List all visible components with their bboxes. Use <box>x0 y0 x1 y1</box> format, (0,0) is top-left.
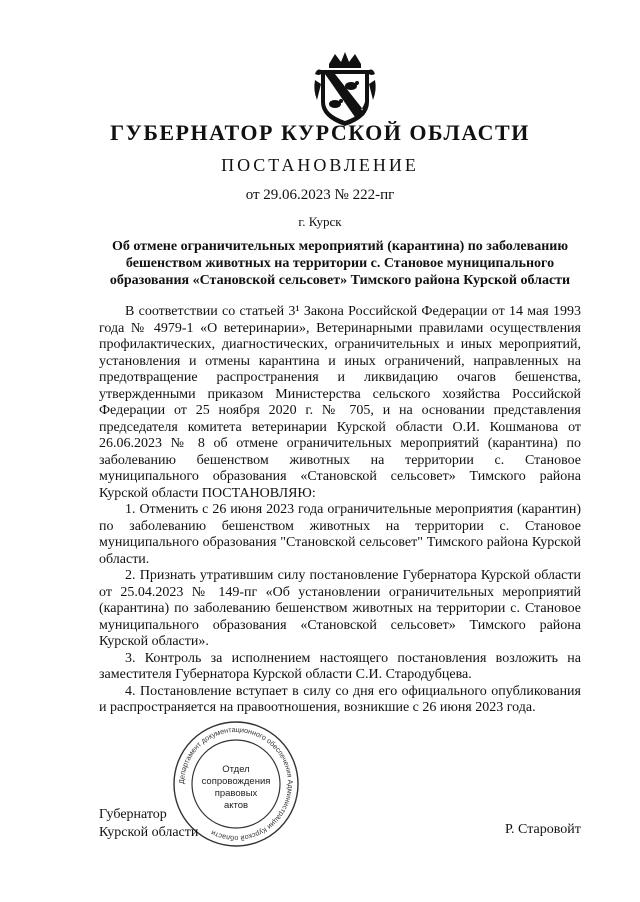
issuing-authority: ГУБЕРНАТОР КУРСКОЙ ОБЛАСТИ <box>110 120 530 145</box>
document-title <box>90 238 590 289</box>
issue-city: г. Курск <box>298 214 342 229</box>
stamp-center-text: Отдел сопровождения правовых актов <box>201 764 271 811</box>
title-line: бешенством животных на территории с. Становое муниципального <box>125 256 555 271</box>
document-body <box>99 304 581 717</box>
title-line: образования «Становской сельсовет» Тимского района Курской области <box>109 273 571 288</box>
clause-2: 2. Признать утратившим силу постановление Губернатора Курской области от 25.04.2023 № 149-пг «Об установлении ограничительных мероприятий (карантина) по заболеванию бешенством животных на территории с. Становое муниципального образования «Становской сельсовет» Тимского района Курской области». <box>99 568 581 649</box>
document-type: ПОСТАНОВЛЕНИЕ <box>221 155 419 175</box>
clause-4: 4. Постановление вступает в силу со дня его официального опубликования и распространяется на правоотношения, возникшие с 26 июня 2023 года. <box>99 683 581 715</box>
preamble-paragraph: В соответствии со статьей 3¹ Закона Российской Федерации от 14 мая 1993 года № 4979-1 «О ветеринарии», Ветеринарными правилами осуществления профилактических, диагностических, ограничительных и иных мероприятий, установления и отмены карантина и иных ограничений, направленных на предотвращение распространения и ликвидацию очагов бешенства, утвержденными приказом Министерства сельского хозяйства Российской Федерации от 25 ноября 2020 г. № 705, и на основании представления председателя комитета ветеринарии Курской области О.И. Кошманова от 26.06.2023 № 8 об отмене ограничительных мероприятий (карантина) по заболеванию бешенством животных на территории с. Становое муниципального образования «Становской сельсовет» Тимского района Курской области ПОСТАНОВЛЯЮ: <box>99 304 581 501</box>
stamp-ring-text: Департамент документационного обеспечения Администрации Курской области <box>176 724 296 844</box>
coat-of-arms-icon <box>311 50 379 128</box>
signatory-position-line: Губернатор <box>99 807 167 822</box>
clause-3: 3. Контроль за исполнением настоящего постановления возложить на заместителя Губернатора Курской области С.И. Стародубцева. <box>99 650 581 682</box>
signatory-name: Р. Старовойт <box>505 822 581 837</box>
signatory-position <box>99 806 198 842</box>
document-number-date: от 29.06.2023 № 222-пг <box>245 187 395 203</box>
title-line: Об отмене ограничительных мероприятий (карантина) по заболеванию <box>111 239 569 254</box>
clause-1: 1. Отменить с 26 июня 2023 года ограничительные мероприятия (карантин) по заболеванию бешенством животных на территории с. Становое муниципального образования "Становской сельсовет" Тимского района Курской области. <box>99 502 581 567</box>
signatory-position-line: Курской области <box>99 825 199 840</box>
